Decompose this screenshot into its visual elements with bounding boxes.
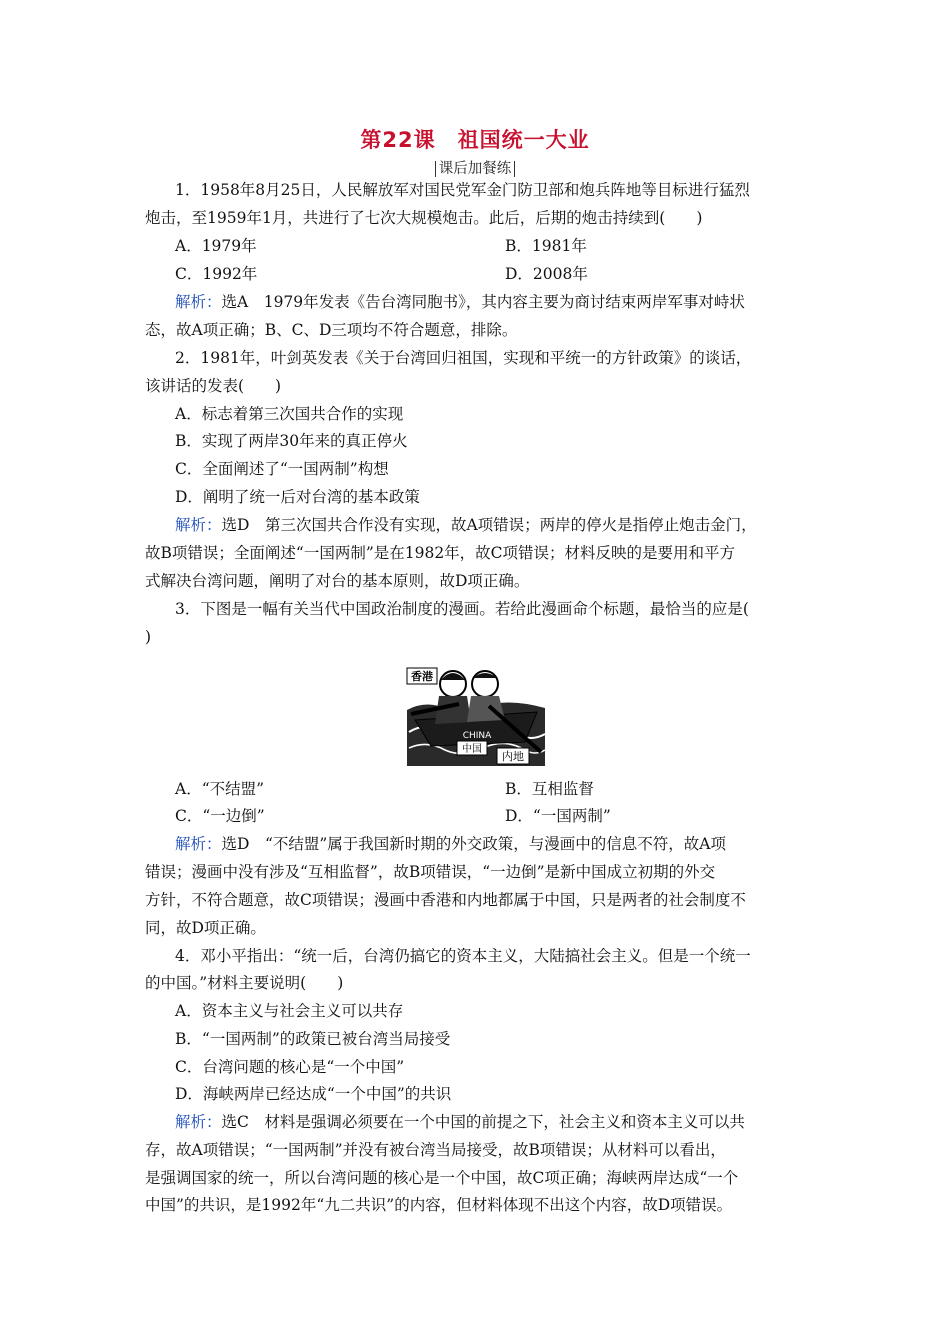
q1-analysis-line-2: 态，故A项正确；B、C、D三项均不符合题意，排除。 (145, 321, 518, 339)
q2-option-b: B．实现了两岸30年来的真正停火 (175, 432, 408, 450)
q4-analysis-line-2: 存，故A项错误；“一国两制”并没有被台湾当局接受，故B项错误；从材料可以看出， (145, 1141, 726, 1159)
q4-analysis-line-1: 解析：选C 材料是强调必须要在一个中国的前提之下，社会主义和资本主义可以共 (175, 1113, 745, 1131)
q4-stem-line-1: 4．邓小平指出：“统一后，台湾仍搞它的资本主义，大陆搞社会主义。但是一个统一 (175, 947, 751, 965)
q3-analysis-line-4: 同，故D项正确。 (145, 919, 266, 937)
analysis-label: 解析： (175, 516, 222, 534)
q3-analysis-line-2: 错误；漫画中没有涉及“互相监督”，故B项错误，“一边倒”是新中国成立初期的外交 (145, 863, 716, 881)
q4-analysis-line-4: 中国”的共识，是1992年“九二共识”的内容，但材料体现不出这个内容，故D项错误。 (145, 1196, 733, 1214)
q1-option-d: D．2008年 (505, 265, 588, 283)
q4-analysis-line-3: 是强调国家的统一，所以台湾问题的核心是一个中国，故C项正确；海峡两岸达成“一个 (145, 1169, 739, 1187)
page-subtitle (0, 157, 950, 178)
comic-label-china: CHINA (462, 731, 492, 741)
q4-option-d: D．海峡两岸已经达成“一个中国”的共识 (175, 1085, 452, 1103)
q3-analysis-line-1: 解析：选D “不结盟”属于我国新时期的外交政策，与漫画中的信息不符，故A项 (175, 835, 726, 853)
q4-option-a: A．资本主义与社会主义可以共存 (175, 1002, 404, 1020)
q2-option-c: C．全面阐述了“一国两制”构想 (175, 460, 389, 478)
comic-label-neidi: 内地 (502, 750, 524, 763)
q3-stem-line-1: 3．下图是一幅有关当代中国政治制度的漫画。若给此漫画命个标题，最恰当的应是( (175, 600, 749, 618)
q1-analysis-line-1: 解析：选A 1979年发表《告台湾同胞书》，其内容主要为商讨结束两岸军事对峙状 (175, 293, 745, 311)
analysis-label: 解析： (175, 835, 222, 853)
q2-analysis-line-3: 式解决台湾问题，阐明了对台的基本原则，故D项正确。 (145, 572, 530, 590)
q3-option-d: D．“一国两制” (505, 807, 611, 825)
q2-analysis-line-2: 故B项错误；全面阐述“一国两制”是在1982年，故C项错误；材料反映的是要用和平方 (145, 544, 736, 562)
q1-option-b: B．1981年 (505, 237, 587, 255)
q3-analysis-line-3: 方针，不符合题意，故C项错误；漫画中香港和内地都属于中国，只是两者的社会制度不 (145, 891, 746, 909)
comic-label-hk: 香港 (411, 670, 433, 683)
q3-stem-line-2: ) (145, 628, 152, 646)
q1-option-a: A．1979年 (175, 237, 257, 255)
q3-option-b: B．互相监督 (505, 780, 594, 798)
q4-option-c: C．台湾问题的核心是“一个中国” (175, 1058, 405, 1076)
comic-label-zhongguo: 中国 (462, 744, 482, 755)
analysis-label: 解析： (175, 1113, 222, 1131)
q1-stem-line-2: 炮击，至1959年1月，共进行了七次大规模炮击。此后，后期的炮击持续到( ) (145, 209, 703, 227)
page-title: 第22课 祖国统一大业 (360, 128, 590, 152)
q1-stem-line-1: 1．1958年8月25日，人民解放军对国民党军金门防卫部和炮兵阵地等目标进行猛烈 (175, 181, 750, 199)
q3-option-c: C．“一边倒” (175, 807, 265, 825)
q2-stem-line-2: 该讲话的发表( ) (145, 377, 282, 395)
q3-option-a: A．“不结盟” (175, 780, 265, 798)
q1-option-c: C．1992年 (175, 265, 258, 283)
analysis-label: 解析： (175, 293, 222, 311)
q2-option-a: A．标志着第三次国共合作的实现 (175, 405, 404, 423)
political-cartoon-image (405, 662, 547, 768)
q2-stem-line-1: 2．1981年，叶剑英发表《关于台湾回归祖国，实现和平统一的方针政策》的谈话， (175, 349, 752, 367)
subtitle-text: 课后加餐练 (435, 161, 516, 177)
q2-analysis-line-1: 解析：选D 第三次国共合作没有实现，故A项错误；两岸的停火是指停止炮击金门， (175, 516, 757, 534)
q2-option-d: D．阐明了统一后对台湾的基本政策 (175, 488, 420, 506)
q4-stem-line-2: 的中国。”材料主要说明( ) (145, 974, 344, 992)
q4-option-b: B．“一国两制”的政策已被台湾当局接受 (175, 1030, 451, 1048)
